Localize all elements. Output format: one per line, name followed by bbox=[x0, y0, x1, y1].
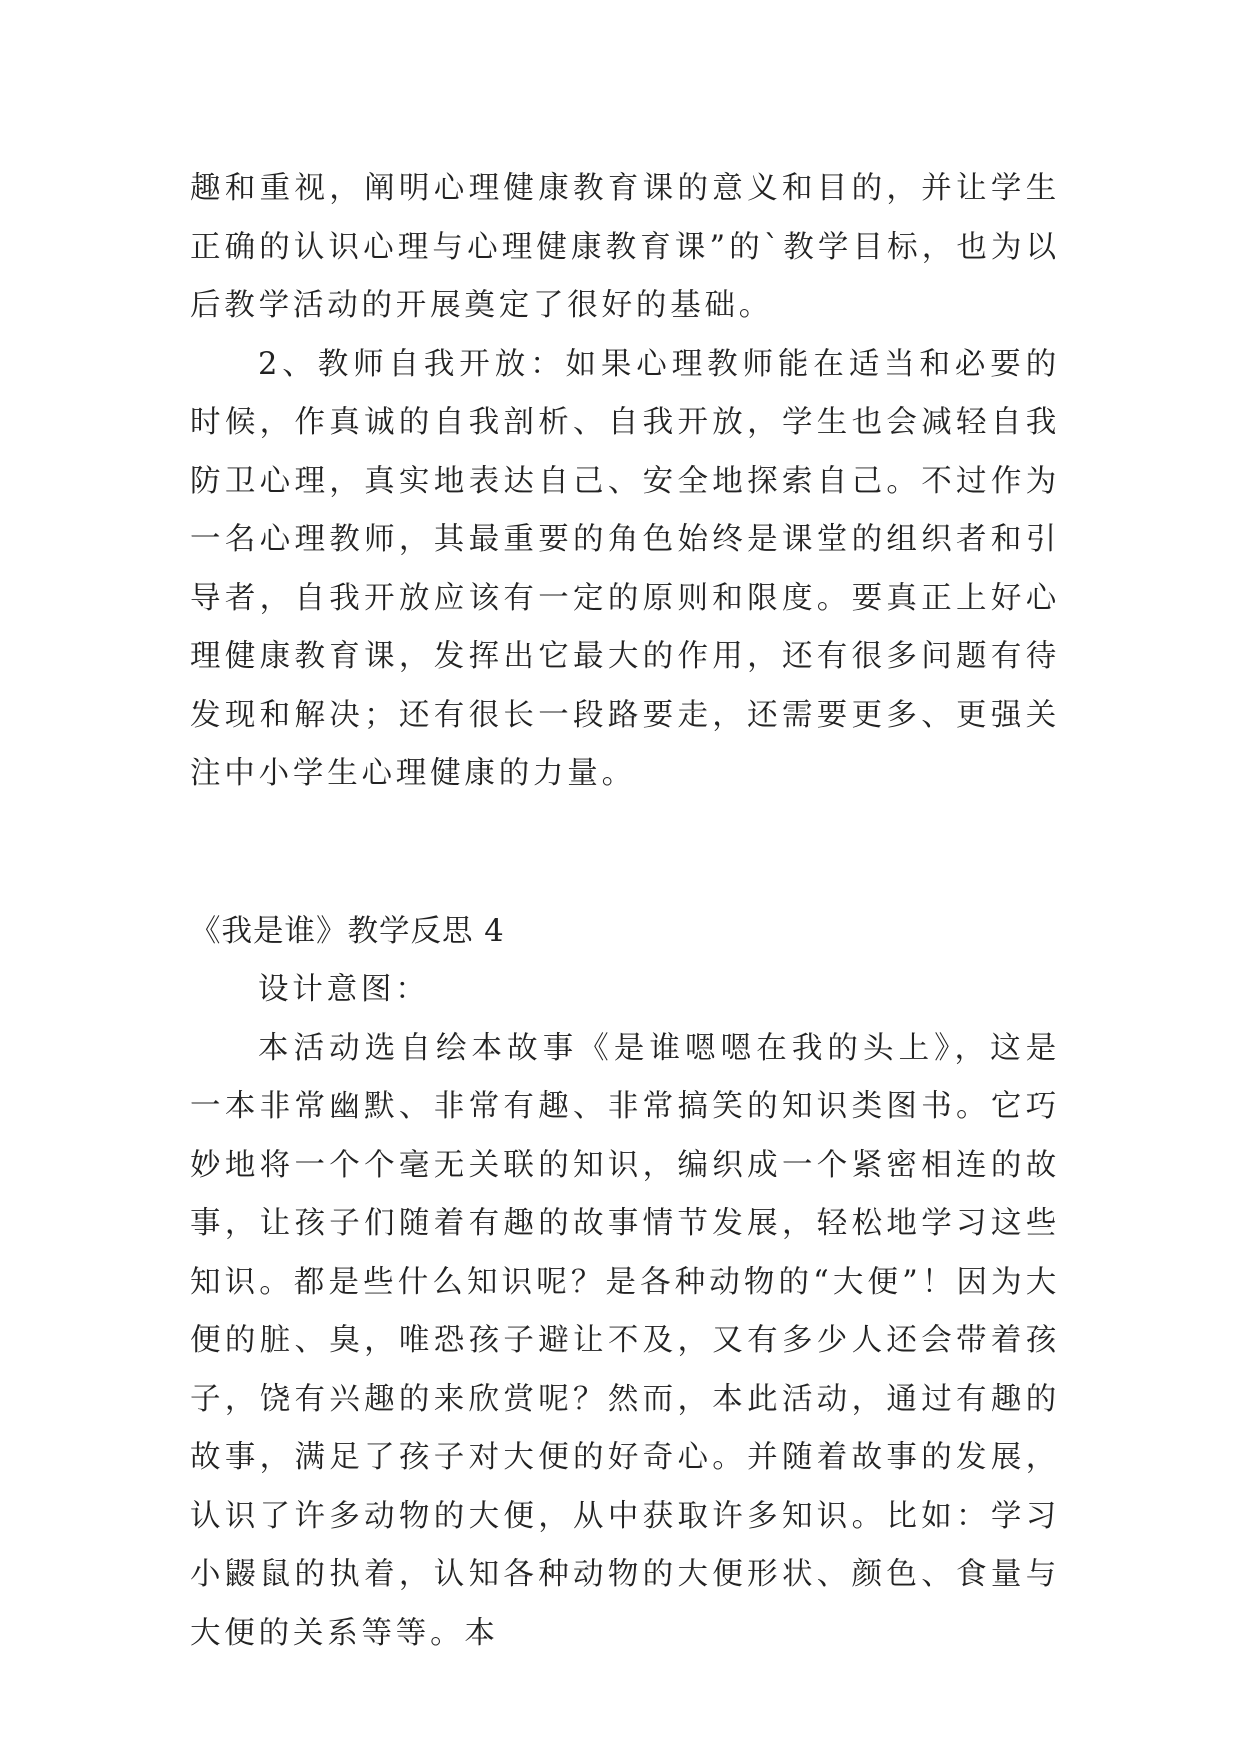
paragraph-design-intent-heading: 设计意图： bbox=[258, 972, 430, 1007]
paragraph-design-intent-body: 本活动选自绘本故事《是谁嗯嗯在我的头上》，这是一本非常幽默、非常有趣、非常搞笑的知识类图书。它巧妙地将一个个毫无关联的知识，编织成一个紧密相连的故事，让孩子们随着有趣的故事情节发展，轻松地学习这些知识。都是些什么知识呢？是各种动物的“大便”！因为大便的脏、臭，唯恐孩子避让不及，又有多少人还会带着孩子，饶有兴趣的来欣赏呢？然而，本此活动，通过有趣的故事，满足了孩子对大便的好奇心。并随着故事的发展，认识了许多动物的大便，从中获取许多知识。比如：学习小鼹鼠的执着，认知各种动物的大便形状、颜色、食量与大便的关系等等。本 bbox=[190, 1030, 1060, 1651]
section-title: 《我是谁》教学反思 4 bbox=[190, 913, 505, 949]
paragraph-continuation: 趣和重视，阐明心理健康教育课的意义和目的，并让学生正确的认识心理与心理健康教育课”的`教学目标，也为以后教学活动的开展奠定了很好的基础。 bbox=[190, 171, 1060, 323]
paragraph-teacher-self-disclosure: 2、教师自我开放：如果心理教师能在适当和必要的时候，作真诚的自我剖析、自我开放，学生也会减轻自我防卫心理，真实地表达自己、安全地探索自己。不过作为一名心理教师，其最重要的角色始终是课堂的组织者和引导者，自我开放应该有一定的原则和限度。要真正上好心理健康教育课，发挥出它最大的作用，还有很多问题有待发现和解决；还有很长一段路要走，还需要更多、更强关注中小学生心理健康的力量。 bbox=[190, 346, 1060, 791]
document-page bbox=[190, 160, 1060, 1663]
